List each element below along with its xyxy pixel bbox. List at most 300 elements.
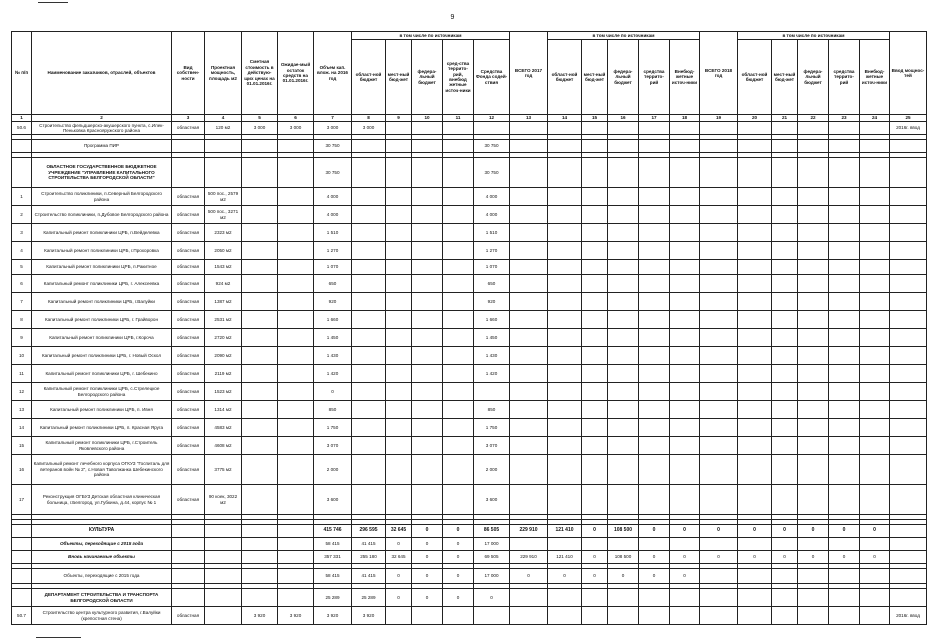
table-cell: 1 450 xyxy=(314,329,352,347)
table-cell: 1 430 xyxy=(474,347,510,365)
header-col-1: № п/п xyxy=(12,32,32,115)
table-cell xyxy=(798,538,829,551)
table-cell xyxy=(670,158,700,188)
table-cell xyxy=(860,401,890,419)
table-cell xyxy=(412,275,443,293)
table-cell xyxy=(510,607,548,625)
table-cell xyxy=(829,569,860,584)
table-cell xyxy=(352,365,386,383)
table-cell xyxy=(548,419,582,437)
table-cell xyxy=(412,455,443,485)
table-cell xyxy=(772,538,798,551)
table-cell xyxy=(510,275,548,293)
table-cell xyxy=(772,347,798,365)
table-cell xyxy=(582,275,608,293)
table-cell: 500 пос., 2579 м2 xyxy=(205,188,242,206)
table-cell xyxy=(860,311,890,329)
table-cell xyxy=(278,589,314,607)
table-cell xyxy=(510,158,548,188)
table-cell xyxy=(798,275,829,293)
table-cell xyxy=(352,224,386,242)
header-col-13: ВСЕГО 2017 год xyxy=(510,32,548,115)
column-number: 25 xyxy=(890,115,927,122)
table-cell xyxy=(860,158,890,188)
table-cell xyxy=(738,347,772,365)
table-cell xyxy=(772,242,798,260)
table-cell: 3 920 xyxy=(314,607,352,625)
table-cell xyxy=(738,589,772,607)
table-cell xyxy=(278,437,314,455)
table-cell xyxy=(860,329,890,347)
table-cell xyxy=(860,224,890,242)
table-cell xyxy=(772,224,798,242)
row-number-cell xyxy=(12,569,32,584)
column-number: 11 xyxy=(443,115,474,122)
table-cell xyxy=(772,569,798,584)
table-cell xyxy=(205,525,242,538)
table-cell: 1314 м2 xyxy=(205,401,242,419)
table-cell xyxy=(700,242,738,260)
table-cell xyxy=(738,419,772,437)
table-cell xyxy=(278,242,314,260)
table-cell xyxy=(386,455,412,485)
table-cell xyxy=(278,538,314,551)
table-cell xyxy=(738,485,772,515)
table-cell xyxy=(278,485,314,515)
table-cell: 32 645 xyxy=(386,525,412,538)
table-cell xyxy=(510,538,548,551)
table-cell: 1 510 xyxy=(314,224,352,242)
table-cell xyxy=(798,569,829,584)
table-cell xyxy=(670,206,700,224)
table-cell xyxy=(890,140,927,153)
table-cell xyxy=(829,437,860,455)
table-cell: областная xyxy=(172,383,205,401)
table-cell xyxy=(639,383,670,401)
table-cell xyxy=(242,589,278,607)
object-name-cell: Строительство центра культурного развития, г.Валуйки (крепостная стена) xyxy=(32,607,172,625)
table-cell: 1 660 xyxy=(474,311,510,329)
table-cell xyxy=(386,485,412,515)
table-cell xyxy=(700,260,738,275)
table-row xyxy=(12,538,927,551)
row-number-cell: 10 xyxy=(12,347,32,365)
table-cell xyxy=(798,329,829,347)
table-cell xyxy=(278,140,314,153)
table-cell xyxy=(412,122,443,135)
table-cell: 0 xyxy=(582,569,608,584)
table-cell xyxy=(608,538,639,551)
table-cell xyxy=(412,383,443,401)
table-cell xyxy=(582,485,608,515)
table-cell xyxy=(582,455,608,485)
row-number-cell xyxy=(12,158,32,188)
header-col-19: ВСЕГО 2018 год xyxy=(700,32,738,115)
header-col-18: Внебюд-жетные источ-ники xyxy=(670,40,700,115)
table-cell xyxy=(242,365,278,383)
table-cell xyxy=(510,437,548,455)
table-cell xyxy=(608,158,639,188)
table-cell xyxy=(352,293,386,311)
table-cell xyxy=(352,437,386,455)
table-cell: областная xyxy=(172,122,205,135)
table-cell xyxy=(639,365,670,383)
table-cell xyxy=(242,437,278,455)
table-cell xyxy=(798,401,829,419)
table-cell xyxy=(798,293,829,311)
table-cell xyxy=(412,329,443,347)
table-cell: 3 600 xyxy=(314,485,352,515)
table-cell xyxy=(386,275,412,293)
table-cell: 229 910 xyxy=(510,525,548,538)
section-row xyxy=(12,589,927,607)
row-number-cell: 3 xyxy=(12,224,32,242)
table-cell: 920 xyxy=(474,293,510,311)
table-cell xyxy=(608,455,639,485)
table-row xyxy=(12,275,927,293)
table-cell xyxy=(890,275,927,293)
table-cell: 0 xyxy=(443,538,474,551)
table-cell xyxy=(172,569,205,584)
table-cell: 0 xyxy=(474,589,510,607)
table-cell xyxy=(700,383,738,401)
table-cell xyxy=(798,188,829,206)
table-cell xyxy=(829,293,860,311)
table-cell: областная xyxy=(172,311,205,329)
table-cell xyxy=(242,293,278,311)
table-cell xyxy=(278,260,314,275)
table-cell: 3 070 xyxy=(474,437,510,455)
table-cell xyxy=(172,140,205,153)
table-cell xyxy=(670,383,700,401)
object-name-cell: Программа ПИР xyxy=(32,140,172,153)
table-cell xyxy=(670,242,700,260)
table-cell xyxy=(386,347,412,365)
table-cell: 30 750 xyxy=(314,140,352,153)
table-cell xyxy=(700,538,738,551)
table-cell xyxy=(278,455,314,485)
table-cell xyxy=(700,437,738,455)
table-cell xyxy=(860,293,890,311)
table-cell xyxy=(582,242,608,260)
table-cell xyxy=(860,365,890,383)
table-cell xyxy=(242,538,278,551)
row-number-cell xyxy=(12,538,32,551)
table-cell xyxy=(738,365,772,383)
column-number: 9 xyxy=(386,115,412,122)
table-cell xyxy=(242,311,278,329)
table-cell xyxy=(242,569,278,584)
table-cell xyxy=(548,607,582,625)
table-cell xyxy=(582,329,608,347)
table-cell xyxy=(386,206,412,224)
table-cell: 17 000 xyxy=(474,538,510,551)
table-cell xyxy=(829,311,860,329)
table-cell xyxy=(829,158,860,188)
table-row xyxy=(12,293,927,311)
object-name-cell: Капитальный ремонт поликлиники ЦРБ, п.Ракитное xyxy=(32,260,172,275)
table-cell xyxy=(670,224,700,242)
header-col-8: област-ной бюджет xyxy=(352,40,386,115)
table-cell xyxy=(548,365,582,383)
table-cell xyxy=(443,485,474,515)
table-cell xyxy=(548,206,582,224)
row-number-cell: 13 xyxy=(12,401,32,419)
table-cell xyxy=(205,140,242,153)
table-cell xyxy=(798,260,829,275)
table-cell xyxy=(548,242,582,260)
object-name-cell: Строительство поликлиники, п.Северный Белгородского района xyxy=(32,188,172,206)
table-cell: 850 xyxy=(314,401,352,419)
table-cell xyxy=(510,293,548,311)
table-cell xyxy=(738,329,772,347)
header-col-23: средства террито-рий xyxy=(829,40,860,115)
table-cell xyxy=(639,419,670,437)
table-cell: 0 xyxy=(700,525,738,538)
table-cell xyxy=(443,311,474,329)
table-cell xyxy=(738,275,772,293)
table-cell xyxy=(639,455,670,485)
table-cell xyxy=(582,383,608,401)
table-cell xyxy=(700,329,738,347)
table-cell xyxy=(510,455,548,485)
table-cell xyxy=(890,485,927,515)
table-cell: 90 коек, 3022 м2 xyxy=(205,485,242,515)
table-cell xyxy=(860,122,890,135)
table-cell xyxy=(798,140,829,153)
table-cell xyxy=(443,365,474,383)
table-cell: областная xyxy=(172,188,205,206)
table-cell xyxy=(205,551,242,564)
table-cell xyxy=(242,485,278,515)
table-cell: 4 000 xyxy=(314,206,352,224)
table-cell xyxy=(772,293,798,311)
table-row xyxy=(12,260,927,275)
table-cell xyxy=(242,242,278,260)
table-cell xyxy=(443,260,474,275)
column-number: 17 xyxy=(639,115,670,122)
table-cell xyxy=(700,419,738,437)
table-cell xyxy=(798,347,829,365)
table-cell: 30 750 xyxy=(314,158,352,188)
table-cell xyxy=(443,329,474,347)
table-cell: 108 500 xyxy=(608,551,639,564)
table-cell: 2531 м2 xyxy=(205,311,242,329)
object-name-cell: Капитальный ремонт поликлиники ЦРБ, г.Строитель Яковлевского района xyxy=(32,437,172,455)
table-cell: 2720 м2 xyxy=(205,329,242,347)
header-col-24: Внебюд-жетные источ-ники xyxy=(860,40,890,115)
table-cell: 4608 м2 xyxy=(205,437,242,455)
table-cell xyxy=(510,260,548,275)
table-cell xyxy=(639,293,670,311)
header-col-3: Вид собствен-ности xyxy=(172,32,205,115)
table-cell xyxy=(890,242,927,260)
table-cell xyxy=(474,607,510,625)
table-cell xyxy=(548,329,582,347)
header-col-9: мест-ный бюд-жет xyxy=(386,40,412,115)
table-cell xyxy=(205,589,242,607)
table-cell xyxy=(510,242,548,260)
table-cell xyxy=(738,437,772,455)
table-cell xyxy=(548,275,582,293)
table-cell xyxy=(608,242,639,260)
table-cell: 0 xyxy=(829,551,860,564)
table-cell xyxy=(890,347,927,365)
table-cell xyxy=(700,122,738,135)
table-cell: 0 xyxy=(738,551,772,564)
scan-artifact-line xyxy=(36,637,81,638)
table-cell xyxy=(700,607,738,625)
table-cell xyxy=(608,122,639,135)
table-cell xyxy=(443,275,474,293)
table-cell: 1523 м2 xyxy=(205,383,242,401)
column-number: 4 xyxy=(205,115,242,122)
table-cell xyxy=(890,311,927,329)
column-number: 8 xyxy=(352,115,386,122)
table-cell xyxy=(582,347,608,365)
table-cell: 17 000 xyxy=(474,569,510,584)
table-cell: 0 xyxy=(582,551,608,564)
table-cell: 0 xyxy=(798,551,829,564)
table-cell xyxy=(352,311,386,329)
table-cell xyxy=(798,242,829,260)
table-cell: 0 xyxy=(639,525,670,538)
object-name-cell: Реконструкция ОГБУЗ Детская областная клиническая больница, г.Белгород, ул.Губкина, д.44, корпус № 1 xyxy=(32,485,172,515)
table-cell xyxy=(278,275,314,293)
column-number: 6 xyxy=(278,115,314,122)
table-cell: 121 410 xyxy=(548,551,582,564)
column-number: 23 xyxy=(829,115,860,122)
table-cell xyxy=(352,455,386,485)
table-cell: 2 000 xyxy=(314,455,352,485)
table-row xyxy=(12,551,927,564)
table-cell: областная xyxy=(172,329,205,347)
table-cell xyxy=(798,158,829,188)
table-cell xyxy=(443,455,474,485)
table-cell xyxy=(738,538,772,551)
table-cell xyxy=(738,224,772,242)
table-cell xyxy=(772,188,798,206)
table-cell xyxy=(412,419,443,437)
table-cell xyxy=(829,401,860,419)
table-cell xyxy=(639,437,670,455)
table-row xyxy=(12,329,927,347)
column-number: 1 xyxy=(12,115,32,122)
table-cell xyxy=(278,401,314,419)
table-cell xyxy=(582,140,608,153)
object-name-cell: КУЛЬТУРА xyxy=(32,525,172,538)
table-cell xyxy=(548,347,582,365)
table-cell xyxy=(639,485,670,515)
table-cell: 1 510 xyxy=(474,224,510,242)
table-cell xyxy=(670,401,700,419)
table-cell xyxy=(352,275,386,293)
table-cell xyxy=(798,311,829,329)
table-cell xyxy=(639,347,670,365)
table-cell xyxy=(386,158,412,188)
table-cell: 357 331 xyxy=(314,551,352,564)
row-number-cell: 6 xyxy=(12,275,32,293)
table-cell xyxy=(548,158,582,188)
table-cell xyxy=(352,206,386,224)
object-name-cell: Капитальный ремонт поликлиники ЦРБ, г. Новый Оскол xyxy=(32,347,172,365)
table-cell xyxy=(510,224,548,242)
table-cell xyxy=(548,122,582,135)
table-cell xyxy=(608,347,639,365)
table-cell xyxy=(798,455,829,485)
table-row xyxy=(12,437,927,455)
header-col-22: федера-льный бюджет xyxy=(798,40,829,115)
table-cell: 4 000 xyxy=(314,188,352,206)
table-row xyxy=(12,401,927,419)
table-cell xyxy=(772,275,798,293)
table-cell xyxy=(670,347,700,365)
table-cell xyxy=(890,224,927,242)
row-number-cell: 11 xyxy=(12,365,32,383)
table-cell xyxy=(829,347,860,365)
table-cell xyxy=(412,311,443,329)
table-cell xyxy=(860,538,890,551)
column-number: 15 xyxy=(582,115,608,122)
table-cell xyxy=(242,140,278,153)
row-number-cell: 50.6 xyxy=(12,122,32,135)
table-cell: 3 070 xyxy=(314,437,352,455)
table-cell: 86 505 xyxy=(474,525,510,538)
table-cell xyxy=(829,260,860,275)
table-cell xyxy=(582,293,608,311)
table-cell xyxy=(890,158,927,188)
table-cell xyxy=(860,589,890,607)
table-cell xyxy=(608,140,639,153)
table-cell xyxy=(772,607,798,625)
table-cell xyxy=(670,275,700,293)
table-cell: 1387 м2 xyxy=(205,293,242,311)
table-cell: 2016г. ввод xyxy=(890,122,927,135)
table-cell xyxy=(608,365,639,383)
table-cell: 1 750 xyxy=(314,419,352,437)
table-cell xyxy=(278,311,314,329)
table-row xyxy=(12,607,927,625)
table-cell: 2119 м2 xyxy=(205,365,242,383)
object-name-cell: Капитальный ремонт поликлиники ЦРБ, г. Грайворон xyxy=(32,311,172,329)
header-group-2016: в том числе по источникам xyxy=(352,32,510,40)
table-cell xyxy=(443,188,474,206)
table-cell xyxy=(278,293,314,311)
table-cell xyxy=(700,293,738,311)
table-cell xyxy=(829,419,860,437)
table-cell xyxy=(700,140,738,153)
table-cell xyxy=(510,589,548,607)
table-cell xyxy=(890,401,927,419)
table-cell xyxy=(443,242,474,260)
table-cell xyxy=(670,329,700,347)
table-row xyxy=(12,224,927,242)
table-cell xyxy=(829,242,860,260)
table-cell: 25 289 xyxy=(352,589,386,607)
table-cell: 500 пос., 3271 м2 xyxy=(205,206,242,224)
table-cell xyxy=(412,140,443,153)
header-col-17: средства террито-рий xyxy=(639,40,670,115)
table-cell xyxy=(670,485,700,515)
table-cell xyxy=(548,437,582,455)
table-cell xyxy=(278,419,314,437)
table-cell xyxy=(278,158,314,188)
table-cell xyxy=(443,140,474,153)
table-cell: 0 xyxy=(608,569,639,584)
table-cell xyxy=(278,188,314,206)
table-cell xyxy=(443,383,474,401)
row-number-cell: 2 xyxy=(12,206,32,224)
